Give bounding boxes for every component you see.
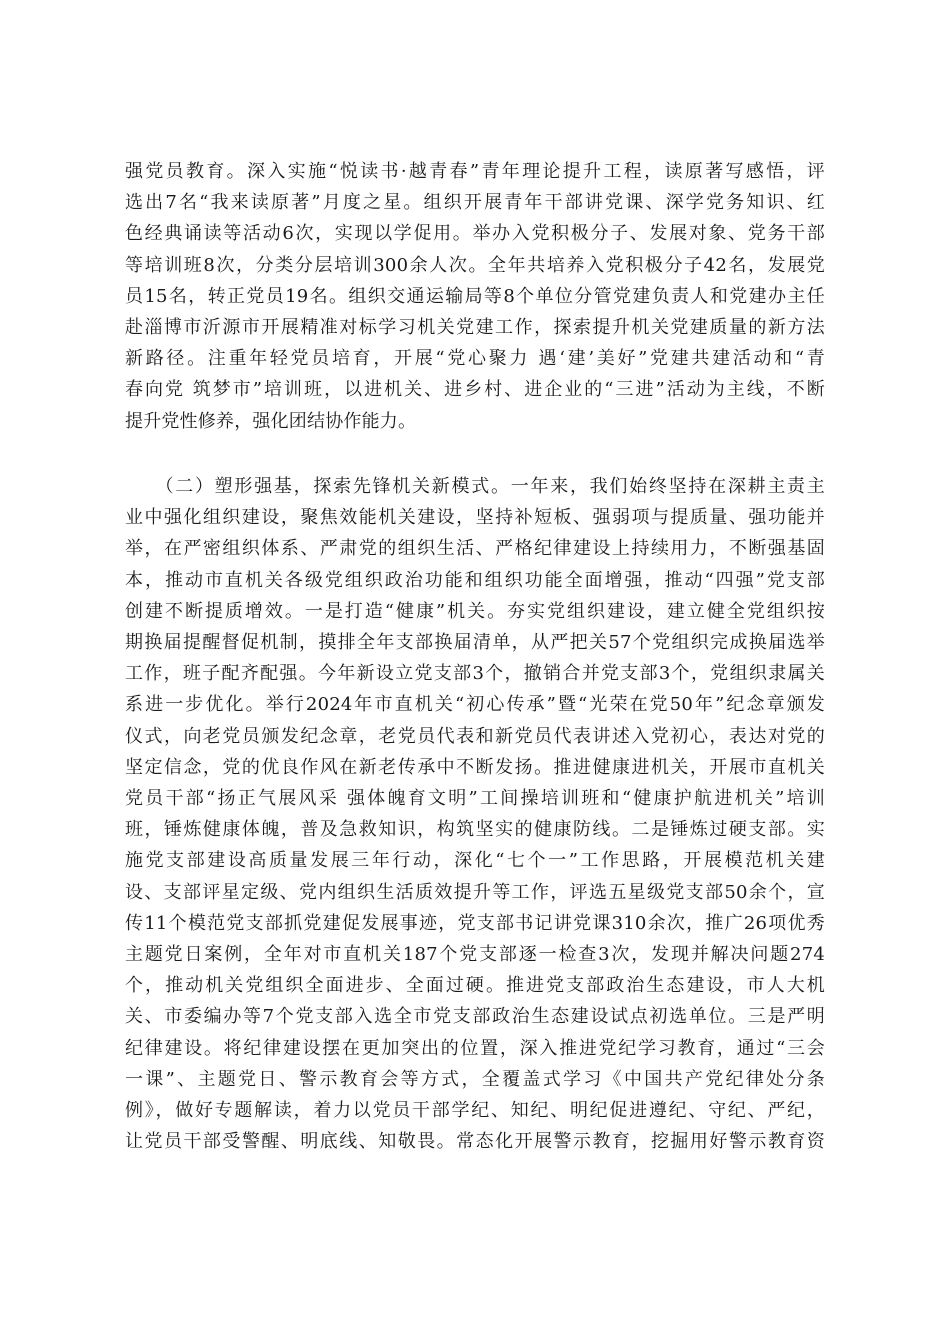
paragraph-vanguard-model: [125, 471, 825, 1157]
text-line: 业中强化组织建设，聚焦效能机关建设，坚持补短板、强弱项与提质量、强功能并: [125, 507, 825, 529]
text-line: 一课”、主题党日、警示教育会等方式，全覆盖式学习《中国共产党纪律处分条: [125, 1068, 825, 1090]
text-line: 系进一步优化。举行2024年市直机关“初心传承”暨“光荣在党50年”纪念章颁发: [125, 694, 825, 716]
text-line: 本，推动市直机关各级党组织政治功能和组织功能全面增强，推动“四强”党支部: [125, 569, 825, 591]
text-line: 新路径。注重年轻党员培育，开展“党心聚力 遇‘建’美好”党建共建活动和“青: [125, 348, 825, 370]
text-line: 施党支部建设高质量发展三年行动，深化“七个一”工作思路，开展模范机关建: [125, 850, 825, 872]
text-line: 选出7名“我来读原著”月度之星。组织开展青年干部讲党课、深学党务知识、红: [125, 192, 825, 214]
text-line: 例》，做好专题解读，着力以党员干部学纪、知纪、明纪促进遵纪、守纪、严纪，: [125, 1100, 825, 1122]
text-line: 员15名，转正党员19名。组织交通运输局等8个单位分管党建负责人和党建办主任: [125, 285, 825, 307]
text-line: 举，在严密组织体系、严肃党的组织生活、严格纪律建设上持续用力，不断强基固: [125, 538, 825, 560]
paragraph-party-education: [125, 156, 825, 437]
text-line: 强党员教育。深入实施“悦读书·越青春”青年理论提升工程，读原著写感悟，评: [125, 161, 825, 182]
text-line: 春向党 筑梦市”培训班，以进机关、进乡村、进企业的“三进”活动为主线，不断: [125, 379, 825, 401]
text-line: 设、支部评星定级、党内组织生活质效提升等工作，评选五星级党支部50余个，宣: [125, 881, 825, 903]
text-line: 党员干部“扬正气展风采 强体魄育文明”工间操培训班和“健康护航进机关”培训: [125, 788, 825, 810]
text-line: 色经典诵读等活动6次，实现以学促用。举办入党积极分子、发展对象、党务干部: [125, 223, 825, 245]
text-line: 等培训班8次，分类分层培训300余人次。全年共培养入党积极分子42名，发展党: [125, 254, 825, 276]
text-line: 坚定信念，党的优良作风在新老传承中不断发扬。推进健康进机关，开展市直机关: [125, 756, 825, 778]
text-line: 仪式，向老党员颁发纪念章，老党员代表和新党员代表讲述入党初心，表达对党的: [125, 725, 825, 747]
text-line: 工作，班子配齐配强。今年新设立党支部3个，撤销合并党支部3个，党组织隶属关: [125, 663, 825, 685]
text-line: 期换届提醒督促机制，摸排全年支部换届清单，从严把关57个党组织完成换届选举: [125, 632, 825, 654]
text-line: 提升党性修养，强化团结协作能力。: [125, 410, 417, 432]
text-line: 主题党日案例，全年对市直机关187个党支部逐一检查3次，发现并解决问题274: [125, 944, 825, 966]
text-line: 纪律建设。将纪律建设摆在更加突出的位置，深入推进党纪学习教育，通过“三会: [125, 1037, 825, 1059]
text-line: 班，锤炼健康体魄，普及急救知识，构筑坚实的健康防线。二是锤炼过硬支部。实: [125, 819, 825, 841]
text-line: （二）塑形强基，探索先锋机关新模式。一年来，我们始终坚持在深耕主责主: [125, 476, 825, 497]
text-line: 个，推动机关党组织全面进步、全面过硬。推进党支部政治生态建设，市人大机: [125, 975, 825, 997]
text-line: 关、市委编办等7个党支部入选全市党支部政治生态建设试点初选单位。三是严明: [125, 1006, 825, 1028]
text-line: 创建不断提质增效。一是打造“健康”机关。夯实党组织建设，建立健全党组织按: [125, 600, 825, 622]
text-line: 让党员干部受警醒、明底线、知敬畏。常态化开展警示教育，挖掘用好警示教育资: [125, 1131, 825, 1153]
text-line: 传11个模范党支部抓党建促发展事迹，党支部书记讲党课310余次，推广26项优秀: [125, 912, 825, 934]
text-line: 赴淄博市沂源市开展精准对标学习机关党建工作，探索提升机关党建质量的新方法: [125, 317, 825, 339]
